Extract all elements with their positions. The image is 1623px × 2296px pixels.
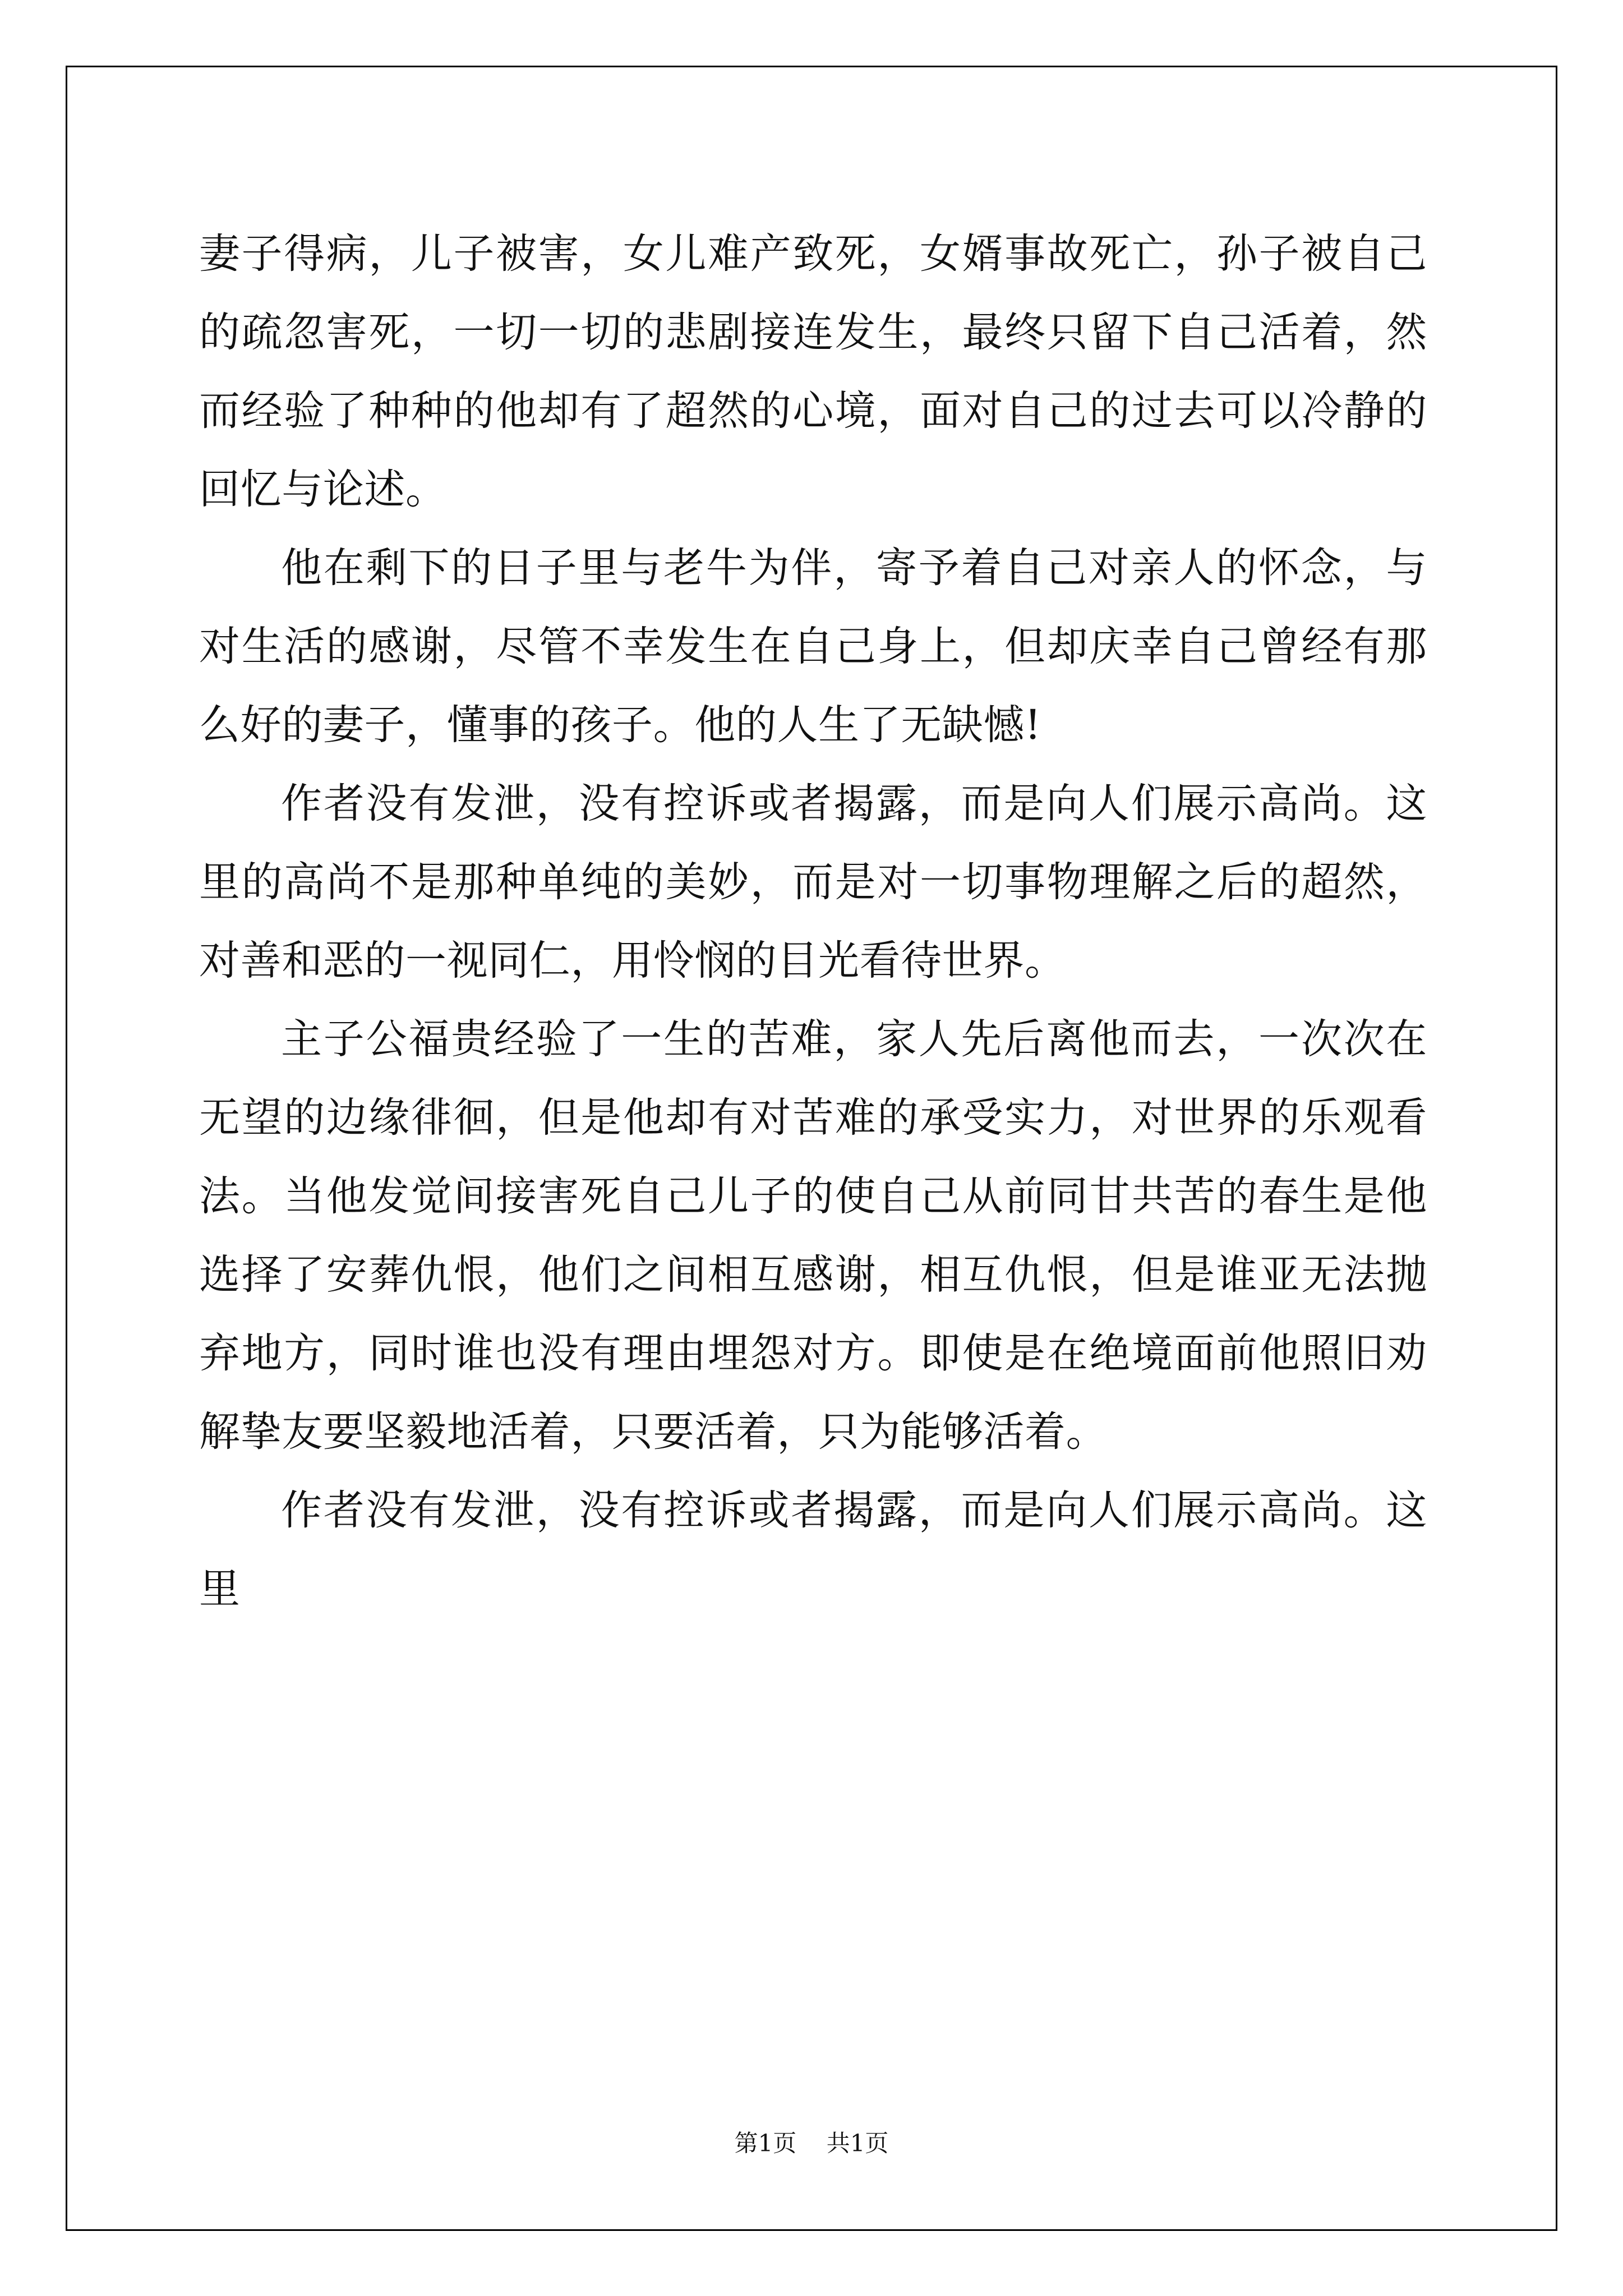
paragraph-3: 作者没有发泄，没有控诉或者揭露，而是向人们展示高尚。这里的高尚不是那种单纯的美妙，而是对一切事物理解之后的超然，对善和恶的一视同仁，用怜悯的目光看待世界。 xyxy=(199,780,1427,984)
page-total: 共1页 xyxy=(826,2129,889,2157)
paragraph-4: 主子公福贵经验了一生的苦难，家人先后离他而去，一次次在无望的边缘徘徊，但是他却有对苦难的承受实力，对世界的乐观看法。当他发觉间接害死自己儿子的使自己从前同甘共苦的春生是他选择了安葬仇恨，他们之间相互感谢，相互仇恨，但是谁亚无法抛弃地方，同时谁也没有理由埋怨对方。即使是在绝境面前他照旧劝解挚友要坚毅地活着，只要活着，只为能够活着。 xyxy=(199,1015,1427,1456)
paragraph-1: 妻子得病，儿子被害，女儿难产致死，女婿事故死亡，孙子被自己的疏忽害死，一切一切的悲剧接连发生，最终只留下自己活着，然而经验了种种的他却有了超然的心境，面对自己的过去可以冷静的回忆与论述。 xyxy=(199,230,1427,513)
paragraph-5: 作者没有发泄，没有控诉或者揭露，而是向人们展示高尚。这里 xyxy=(199,1487,1427,1613)
document-body xyxy=(199,215,1427,1628)
page-footer xyxy=(0,2125,1623,2159)
page-number: 第1页 xyxy=(734,2129,797,2157)
paragraph-2: 他在剩下的日子里与老牛为伴，寄予着自己对亲人的怀念，与对生活的感谢，尽管不幸发生在自己身上，但却庆幸自己曾经有那么好的妻子，懂事的孩子。他的人生了无缺憾! xyxy=(199,544,1427,749)
